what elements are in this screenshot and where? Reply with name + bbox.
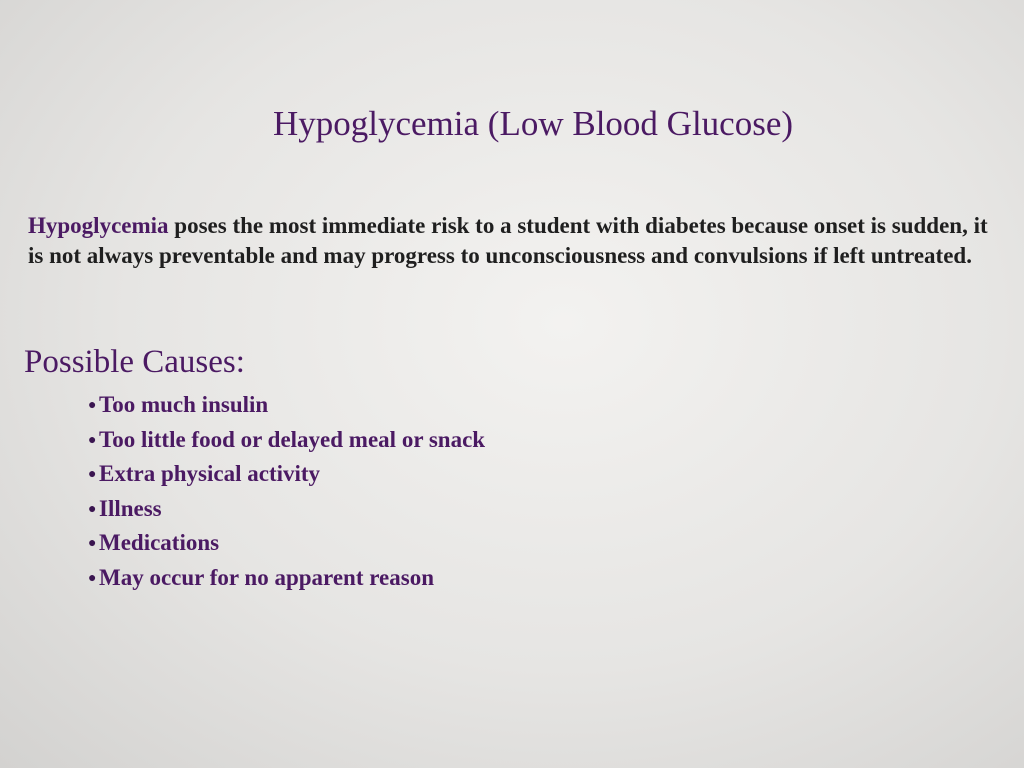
bullet-icon: ● (88, 467, 97, 483)
cause-text: Illness (99, 495, 162, 521)
intro-text: poses the most immediate risk to a student with diabetes because onset is sudden, it is not always preventable and may progress to unconsciousness and convulsions if left untreated. (28, 213, 988, 268)
cause-text: Too little food or delayed meal or snack (99, 426, 486, 452)
bullet-icon: ● (88, 398, 97, 413)
cause-text: Medications (99, 530, 220, 556)
bullet-icon: ● (88, 570, 97, 586)
intro-paragraph (28, 211, 998, 270)
causes-heading: Possible Causes: (24, 344, 245, 380)
cause-text: May occur for no apparent reason (99, 564, 434, 590)
bullet-icon: ● (88, 501, 97, 517)
intro-term: Hypoglycemia (28, 213, 169, 238)
slide-title: Hypoglycemia (Low Blood Glucose) (272, 104, 794, 143)
cause-item (88, 526, 485, 561)
bullet-icon: ● (88, 432, 97, 448)
cause-item (88, 492, 485, 527)
causes-list (88, 388, 485, 596)
cause-item (88, 423, 485, 458)
cause-text: Too much insulin (99, 392, 269, 417)
cause-item (88, 561, 485, 596)
cause-item (88, 457, 485, 492)
cause-text: Extra physical activity (99, 461, 321, 487)
bullet-icon: ● (88, 536, 97, 552)
cause-item (88, 388, 485, 423)
